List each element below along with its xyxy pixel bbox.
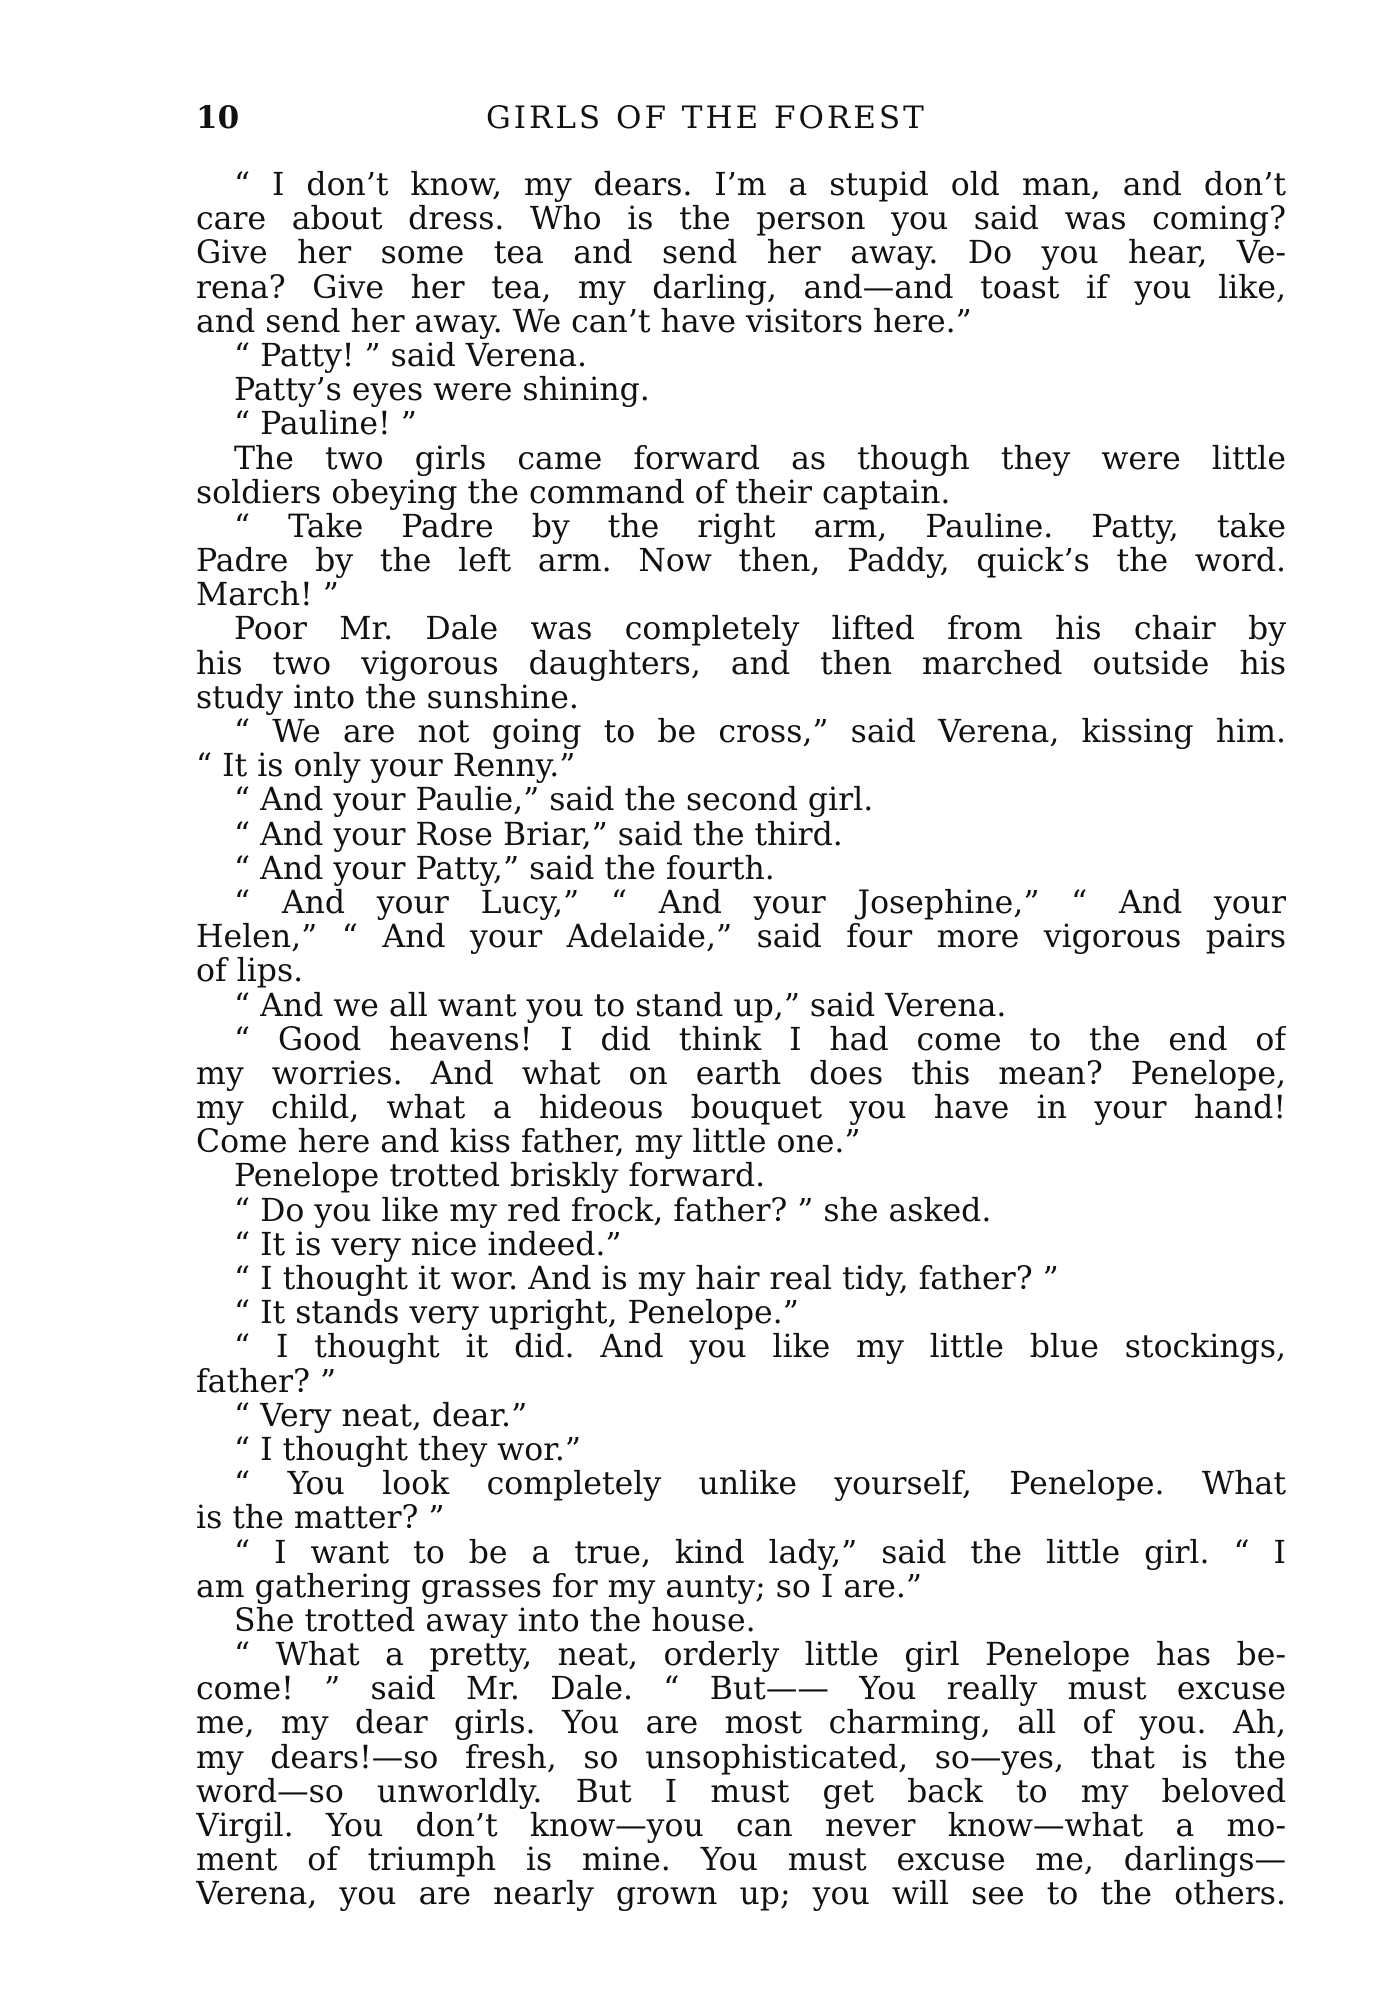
text-line: “ Good heavens! I did think I had come to the end of bbox=[234, 1022, 1286, 1057]
text-line: care about dress. Who is the person you said was coming? bbox=[196, 202, 1286, 237]
text-line: word—so unworldly. But I must get back to my beloved bbox=[196, 1774, 1286, 1809]
text-line: Penelope trotted briskly forward. bbox=[234, 1159, 766, 1194]
text-line: The two girls came forward as though they were little bbox=[234, 441, 1286, 476]
text-line: March! ” bbox=[196, 578, 339, 613]
text-line: “ And your Patty,” said the fourth. bbox=[234, 851, 775, 886]
text-line: “ I want to be a true, kind lady,” said the little girl. “ I bbox=[234, 1535, 1286, 1570]
text-line: “ I thought they wor.” bbox=[234, 1432, 581, 1468]
running-head: GIRLS OF THE FOREST bbox=[486, 100, 927, 136]
text-line: Helen,” “ And your Adelaide,” said four more vigorous pairs bbox=[196, 920, 1286, 955]
text-line: She trotted away into the house. bbox=[234, 1603, 756, 1639]
text-line: Poor Mr. Dale was completely lifted from his chair by bbox=[234, 612, 1286, 647]
text-line: of lips. bbox=[196, 954, 304, 989]
text-line: come! ” said Mr. Dale. “ But—— You really must excuse bbox=[196, 1672, 1286, 1707]
text-line: “ It is very nice indeed.” bbox=[234, 1227, 622, 1262]
text-line: “ You look completely unlike yourself, Penelope. What bbox=[234, 1467, 1286, 1502]
text-line: ment of triumph is mine. You must excuse me, darlings— bbox=[196, 1843, 1286, 1878]
text-line: rena? Give her tea, my darling, and—and toast if you like, bbox=[196, 270, 1286, 305]
text-line: “ And your Lucy,” “ And your Josephine,” “ And your bbox=[234, 885, 1286, 921]
text-line: is the matter? ” bbox=[196, 1501, 445, 1536]
text-line: my worries. And what on earth does this mean? Penelope, bbox=[196, 1056, 1286, 1092]
text-line: “ And your Rose Briar,” said the third. bbox=[234, 817, 843, 852]
text-line: soldiers obeying the command of their captain. bbox=[196, 475, 951, 510]
text-line: my child, what a hideous bouquet you have in your hand! bbox=[196, 1091, 1286, 1126]
text-line: “ Pauline! ” bbox=[234, 407, 417, 442]
text-line: “ It is only your Renny.” bbox=[196, 749, 576, 784]
text-line: father? ” bbox=[196, 1364, 337, 1399]
text-line: Come here and kiss father, my little one.” bbox=[196, 1125, 861, 1160]
text-line: “ Very neat, dear.” bbox=[234, 1398, 528, 1433]
text-line: his two vigorous daughters, and then marched outside his bbox=[196, 646, 1286, 681]
text-line: am gathering grasses for my aunty; so I are.” bbox=[196, 1569, 922, 1604]
text-line: Patty’s eyes were shining. bbox=[234, 373, 650, 408]
text-line: “ What a pretty, neat, orderly little girl Penelope has be- bbox=[234, 1638, 1286, 1673]
text-line: Verena, you are nearly grown up; you will see to the others. bbox=[196, 1877, 1286, 1912]
text-line: “ I don’t know, my dears. I’m a stupid old man, and don’t bbox=[234, 168, 1286, 203]
text-line: “ We are not going to be cross,” said Verena, kissing him. bbox=[234, 715, 1286, 750]
text-line: Padre by the left arm. Now then, Paddy, quick’s the word. bbox=[196, 544, 1286, 579]
body-text bbox=[196, 168, 1286, 1912]
text-line: “ It stands very upright, Penelope.” bbox=[234, 1296, 799, 1331]
text-line: “ I thought it did. And you like my little blue stockings, bbox=[234, 1330, 1286, 1365]
text-line: my dears!—so fresh, so unsophisticated, so—yes, that is the bbox=[196, 1740, 1286, 1775]
text-line: “ I thought it wor. And is my hair real tidy, father? ” bbox=[234, 1262, 1059, 1297]
text-line: and send her away. We can’t have visitors here.” bbox=[196, 304, 972, 339]
text-line: “ Patty! ” said Verena. bbox=[234, 338, 588, 374]
text-line: study into the sunshine. bbox=[196, 680, 579, 715]
text-line: “ And your Paulie,” said the second girl. bbox=[234, 783, 874, 818]
text-line: me, my dear girls. You are most charming, all of you. Ah, bbox=[196, 1706, 1286, 1741]
text-line: “ Take Padre by the right arm, Pauline. Patty, take bbox=[234, 509, 1286, 545]
text-line: “ And we all want you to stand up,” said Verena. bbox=[234, 988, 1007, 1023]
text-line: Virgil. You don’t know—you can never know—what a mo- bbox=[196, 1809, 1286, 1844]
page-header bbox=[196, 96, 1286, 142]
text-line: “ Do you like my red frock, father? ” she asked. bbox=[234, 1193, 992, 1228]
text-line: Give her some tea and send her away. Do you hear, Ve- bbox=[196, 236, 1286, 271]
page-number: 10 bbox=[196, 100, 240, 136]
